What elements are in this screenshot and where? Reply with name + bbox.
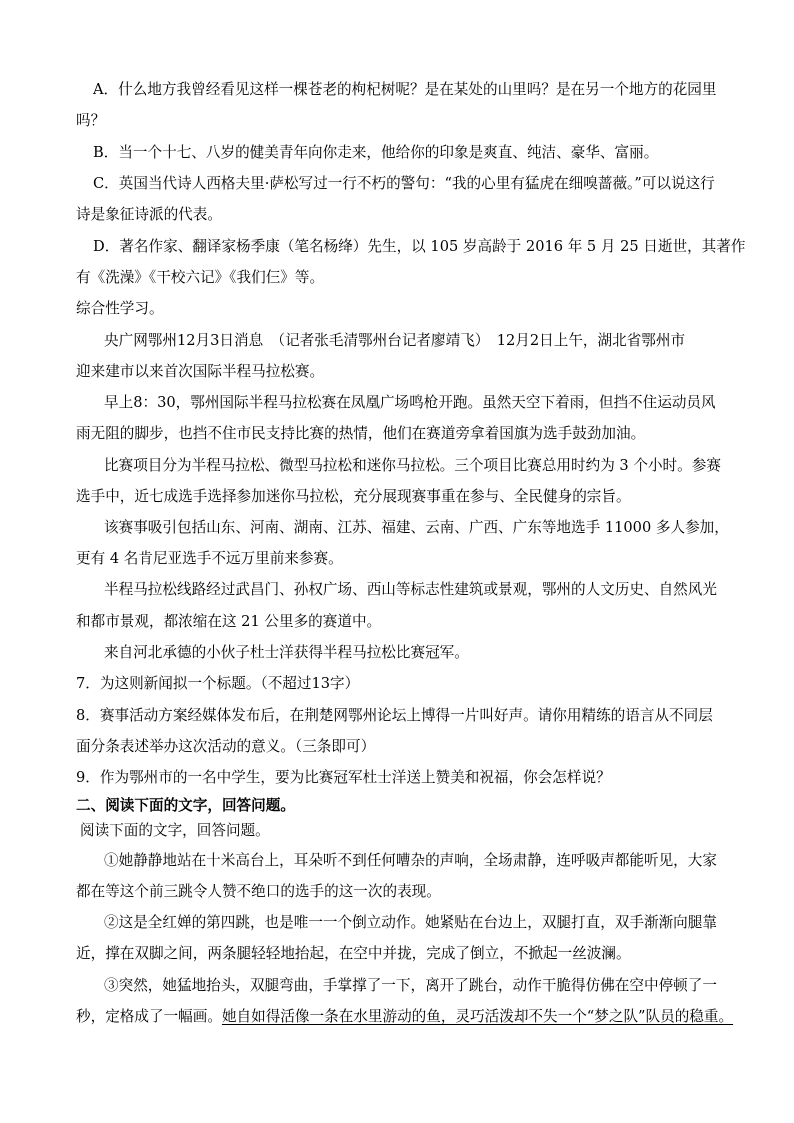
news-para-4-line-2: 更有 4 名肯尼亚选手不远万里前来参赛。 xyxy=(76,550,343,567)
option-a-line-2: 吗？ xyxy=(76,112,106,129)
option-d-line-2: 有《洗澡》《干校六记》《我们仨》等。 xyxy=(76,269,325,286)
passage-para-3-line-1: ③突然，她猛地抬头，双腿弯曲，手掌撑了一下，离开了跳台，动作干脆得仿佛在空中停顿了一 xyxy=(104,977,717,994)
news-para-2-line-1: 早上8：30，鄂州国际半程马拉松赛在凤凰广场鸣枪开跑。虽然天空下着雨，但挡不住运动员风 xyxy=(104,394,716,411)
question-8-line-1: 8．赛事活动方案经媒体发布后，在荆楚网鄂州论坛上博得一片叫好声。请你用精练的语言从不同层 xyxy=(76,707,713,724)
reading-instruction: 阅读下面的文字，回答问题。 xyxy=(80,822,270,839)
section-label: 综合性学习。 xyxy=(76,300,164,317)
question-8-line-2: 面分条表述举办这次活动的意义。（三条即可） xyxy=(76,738,376,755)
question-9: 9．作为鄂州市的一名中学生，要为比赛冠军杜士洋送上赞美和祝福，你会怎样说？ xyxy=(76,769,611,786)
news-para-5-line-2: 和都市景观，都浓缩在这 21 公里多的赛道中。 xyxy=(76,613,382,630)
underlined-sentence: 她自如得活像一条在水里游动的鱼，灵巧活泼却不失一个“梦之队”队员的稳重。 xyxy=(221,1008,734,1025)
option-c-line-1: C．英国当代诗人西格夫里·萨松写过一行不朽的警句：“我的心里有猛虎在细嗅蔷薇。”可以说这行 xyxy=(93,175,715,192)
passage-para-3-plain: 秒，定格成了一幅画。 xyxy=(76,1008,222,1025)
section-heading-2: 二、阅读下面的文字，回答问题。 xyxy=(76,797,295,814)
news-para-6-line: 来自河北承德的小伙子杜士洋获得半程马拉松比赛冠军。 xyxy=(104,644,469,661)
option-a-line-1: A．什么地方我曾经看见这样一棵苍老的枸杞树呢？是在某处的山里吗？是在另一个地方的花园里 xyxy=(93,81,717,98)
question-7: 7．为这则新闻拟一个标题。（不超过13字） xyxy=(76,675,360,692)
news-para-3-line-1: 比赛项目分为半程马拉松、微型马拉松和迷你马拉松。三个项目比赛总用时约为 3 个小时。参赛 xyxy=(104,457,721,474)
passage-para-2-line-2: 近，撑在双脚之间，两条腿轻轻地抬起，在空中并拢，完成了倒立，不掀起一丝波澜。 xyxy=(76,945,631,962)
option-c-line-2: 诗是象征诗派的代表。 xyxy=(76,206,222,223)
news-para-5-line-1: 半程马拉松线路经过武昌门、孙权广场、西山等标志性建筑或景观，鄂州的人文历史、自然风光 xyxy=(104,581,717,598)
passage-para-1-line-2: 都在等这个前三跳令人赞不绝口的选手的这一次的表现。 xyxy=(76,883,441,900)
option-d-line-1: D．著名作家、翻译家杨季康（笔名杨绛）先生，以 105 岁高龄于 2016 年 5 月 25 日逝世，其著作 xyxy=(93,238,746,255)
news-para-4-line-1: 该赛事吸引包括山东、河南、湖南、江苏、福建、云南、广西、广东等地选手 11000 多人参加， xyxy=(104,519,729,536)
option-b-line: B．当一个十七、八岁的健美青年向你走来，他给你的印象是爽直、纯洁、豪华、富丽。 xyxy=(93,144,659,161)
news-para-2-line-2: 雨无阻的脚步，也挡不住市民支持比赛的热情，他们在赛道旁拿着国旗为选手鼓劲加油。 xyxy=(76,425,646,442)
news-para-1-line-2: 迎来建市以来首次国际半程马拉松赛。 xyxy=(76,363,325,380)
passage-para-3-line-2 xyxy=(76,1007,733,1027)
news-para-1-line-1: 央广网鄂州12月3日消息 （记者张毛清鄂州台记者廖靖飞） 12月2日上午，湖北省鄂州市 xyxy=(104,332,686,349)
passage-para-1-line-1: ①她静静地站在十米高台上，耳朵听不到任何嘈杂的声响，全场肃静，连呼吸声都能听见，大家 xyxy=(104,852,717,869)
passage-para-2-line-1: ②这是全红婵的第四跳，也是唯一一个倒立动作。她紧贴在台边上，双腿打直，双手渐渐向腿靠 xyxy=(104,914,717,931)
news-para-3-line-2: 选手中，近七成选手选择参加迷你马拉松，充分展现赛事重在参与、全民健身的宗旨。 xyxy=(76,488,631,505)
